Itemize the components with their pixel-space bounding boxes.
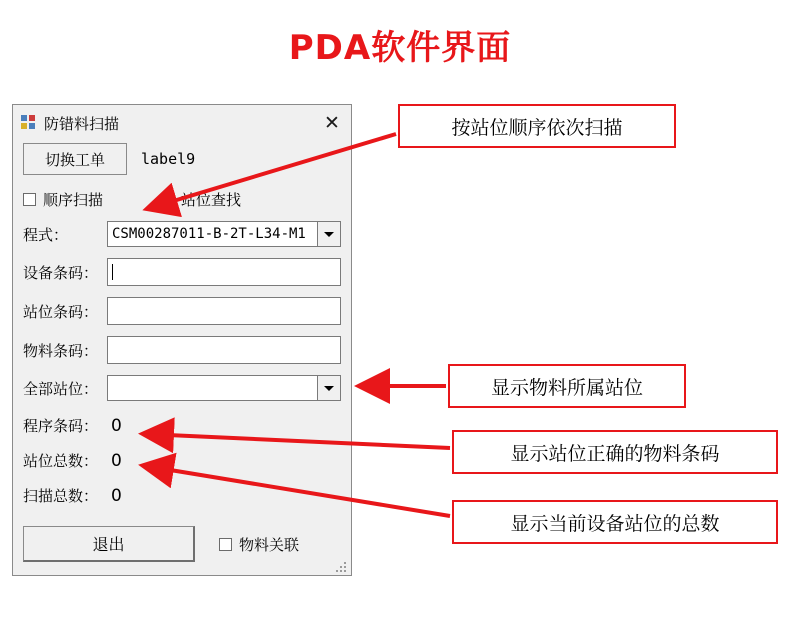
- bottom-row: [23, 526, 341, 562]
- window-title: 防错料扫描: [44, 114, 120, 133]
- annotation-station-total: 显示当前设备站位的总数: [452, 500, 778, 544]
- material-link-label: 物料关联: [239, 535, 300, 554]
- station-total-label: 站位总数：: [23, 452, 99, 470]
- close-icon[interactable]: ✕: [324, 112, 340, 134]
- material-link-checkbox[interactable]: [219, 534, 299, 555]
- all-stations-label: 全部站位：: [23, 379, 99, 398]
- program-combobox[interactable]: [107, 221, 341, 247]
- app-squares-icon: [21, 115, 37, 131]
- program-label: 程式：: [23, 225, 69, 244]
- scan-total-value: 0: [111, 485, 122, 506]
- pda-window: [12, 104, 352, 576]
- station-total-row: [23, 450, 341, 471]
- resize-grip-icon[interactable]: [334, 560, 348, 574]
- program-value: CSM00287011-B-2T-L34-M1: [112, 226, 306, 242]
- material-barcode-input[interactable]: [107, 336, 341, 364]
- checkbox-box-icon[interactable]: [23, 193, 36, 206]
- device-barcode-input[interactable]: [107, 258, 341, 286]
- checkbox-box-icon[interactable]: [219, 538, 232, 551]
- material-barcode-label: 物料条码：: [23, 341, 99, 360]
- label9-text: label9: [141, 150, 196, 168]
- material-barcode-row: [23, 336, 341, 364]
- annotation-material-station: 显示物料所属站位: [448, 364, 686, 408]
- all-stations-combobox[interactable]: [107, 375, 341, 401]
- window-client-area: [13, 143, 351, 577]
- program-barcode-count-label: 程序条码：: [23, 417, 99, 435]
- checkbox-box-icon[interactable]: [161, 193, 174, 206]
- program-barcode-count-row: [23, 415, 341, 436]
- all-stations-row: [23, 375, 341, 401]
- station-search-checkbox[interactable]: [161, 189, 241, 210]
- station-barcode-input[interactable]: [107, 297, 341, 325]
- window-titlebar: [13, 105, 351, 141]
- device-barcode-label: 设备条码：: [23, 263, 99, 282]
- scan-total-label: 扫描总数：: [23, 487, 99, 505]
- chevron-down-icon[interactable]: [317, 376, 340, 400]
- switch-work-order-button[interactable]: 切换工单: [23, 143, 127, 175]
- station-total-value: 0: [111, 450, 122, 471]
- annotation-sequential-scan: 按站位顺序依次扫描: [398, 104, 676, 148]
- station-barcode-row: [23, 297, 341, 325]
- station-barcode-label: 站位条码：: [23, 302, 99, 321]
- top-row: [23, 143, 341, 175]
- program-barcode-count-value: 0: [111, 415, 122, 436]
- scan-total-row: [23, 485, 341, 506]
- checkbox-row: [23, 189, 341, 210]
- sequential-scan-label: 顺序扫描: [43, 191, 104, 209]
- program-row: [23, 221, 341, 247]
- exit-button[interactable]: 退出: [23, 526, 195, 562]
- sequential-scan-checkbox[interactable]: [23, 189, 103, 210]
- text-caret: [112, 264, 113, 280]
- chevron-down-icon[interactable]: [317, 222, 340, 246]
- device-barcode-row: [23, 258, 341, 286]
- annotation-correct-material-barcode: 显示站位正确的物料条码: [452, 430, 778, 474]
- page-title: PDA软件界面: [288, 28, 512, 68]
- station-search-label: 站位查找: [181, 191, 242, 209]
